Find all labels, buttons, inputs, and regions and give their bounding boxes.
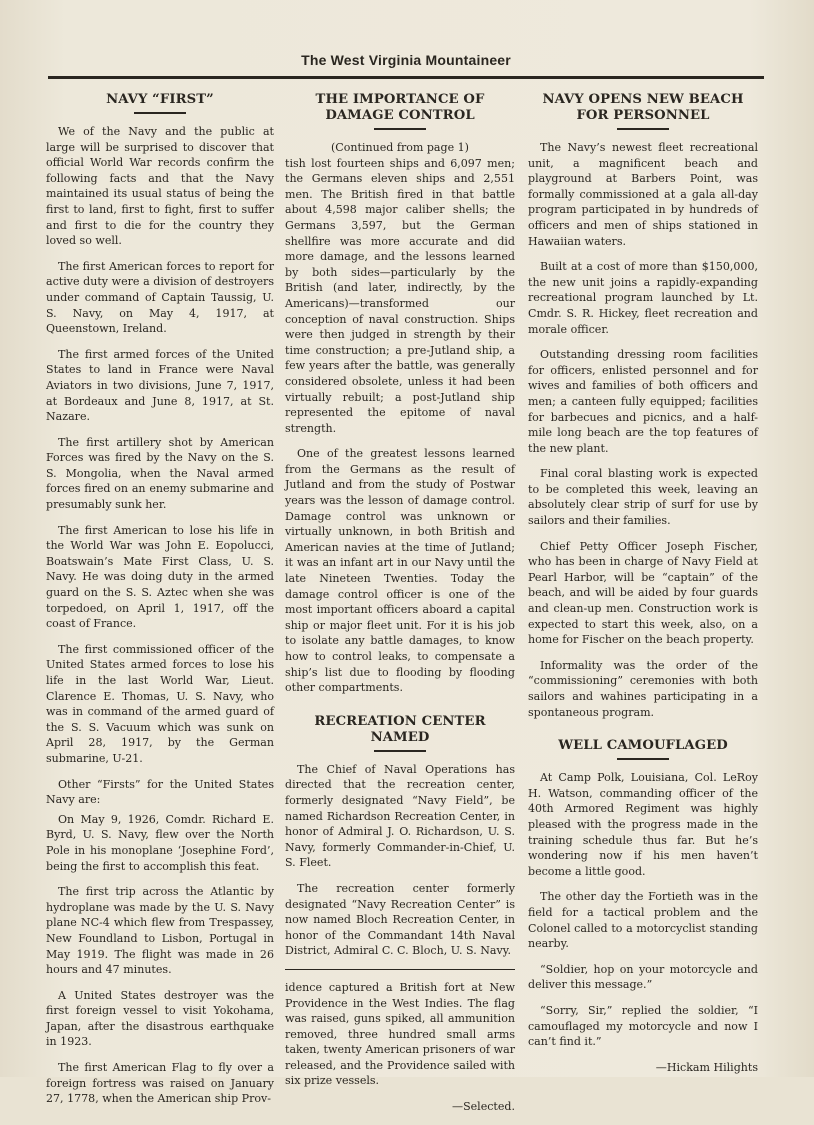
paragraph: The first armed forces of the United States to land in France were Naval Aviators in two divisions, June 7, 1917, at Bordeaux and June 8, 1917, at St. Nazare.: [46, 347, 274, 424]
column-divider: [285, 969, 515, 970]
paragraph: The first commissioned officer of the United States armed forces to lose his life in the last World War, Lieut. Clarence E. Thomas, U. S. Navy, who was in command of the armed guard of the S. S. Vacuum which was sunk on April 28, 1917, by the German submarine, U-21.: [46, 642, 274, 765]
article-heading: NAVY “FIRST”: [106, 92, 214, 107]
column-navy-first: [46, 92, 274, 1117]
heading-rule: [374, 128, 426, 130]
paragraph: The first American to lose his life in the World War was John E. Eopolucci, Boatswain’s Mate First Class, U. S. Navy. He was doing duty in the armed guard on the S. S. Aztec when she was torpedoed, on April 1, 1917, off the coast of France.: [46, 523, 274, 631]
heading-rule: [617, 128, 669, 130]
paragraph: We of the Navy and the public at large will be surprised to discover that official World War records confirm the following facts and that the Navy maintained its usual status of being the first to land, first to fight, first to suffer and first to die for the country they loved so well.: [46, 125, 274, 248]
continuation-paragraph: idence captured a British fort at New Providence in the West Indies. The flag was raised, guns spiked, all ammunition removed, three hundred small arms taken, twenty American prisoners of war released, and the Providence sailed with six prize vessels.: [285, 980, 515, 1088]
paragraph: Chief Petty Officer Joseph Fischer, who has been in charge of Navy Field at Pearl Harbor, will be “captain” of the beach, and will be aided by four guards and clean-up men. Construction work is expected to start this week, also, on a home for Fischer on the beach property.: [528, 539, 758, 647]
heading-rule: [617, 758, 669, 760]
paragraph: The recreation center formerly designated “Navy Recreation Center” is now named Bloch Recreation Center, in honor of the Commandant 14th Naval District, Admiral C. C. Bloch, U. S. Navy.: [285, 881, 515, 958]
continued-note: (Continued from page 1): [331, 141, 469, 154]
masthead: [48, 50, 764, 79]
heading-rule: [374, 750, 426, 752]
paragraph: Built at a cost of more than $150,000, the new unit joins a rapidly-expanding recreational program launched by Lt. Cmdr. S. R. Hickey, fleet recreation and morale officer.: [528, 260, 758, 336]
heading-rule: [134, 112, 186, 114]
paragraph: tish lost fourteen ships and 6,097 men; the Germans eleven ships and 2,551 men. The British fired in that battle about 4,598 major caliber shells; the Germans 3,597, but the German shellfire was more accurate and did more damage, and the lessons learned by both sides—particularly by the British (and later, indirectly, by the Americans)—transformed our conception of naval construction. Ships were then judged in strength by their time construction; a pre-Jutland ship, a few years after the battle, was generally considered obsolete, unless it had been virtually rebuilt; a post-Jutland ship represented the epitome of naval strength.: [285, 156, 515, 435]
paragraph: The other day the Fortieth was in the field for a tactical problem and the Colonel called to a motorcyclist standing nearby.: [528, 890, 758, 951]
paragraph: The first artillery shot by American Forces was fired by the Navy on the S. S. Mongolia, when the Naval armed forces fired on an enemy submarine and presumably sunk her.: [46, 435, 274, 512]
paragraph: At Camp Polk, Louisiana, Col. LeRoy H. Watson, commanding officer of the 40th Armored Regiment was highly pleased with the progress made in the training schedule thus far. But he’s wondering now if his men haven’t become a little good.: [528, 771, 758, 878]
paragraph: A United States destroyer was the first foreign vessel to visit Yokohama, Japan, after the disastrous earthquake in 1923.: [46, 988, 274, 1049]
paragraph: The first trip across the Atlantic by hydroplane was made by the U. S. Navy plane NC-4 which flew from Trespassey, New Foundland to Lisbon, Portugal in May 1919. The flight was made in 26 hours and 47 minutes.: [46, 885, 274, 977]
paragraph: Other “Firsts” for the United States Navy are:: [46, 777, 274, 807]
paragraph: Final coral blasting work is expected to be completed this week, leaving an absolutely clear strip of surf for use by sailors and their families.: [528, 467, 758, 528]
article-heading: NAVY OPENS NEW BEACH FOR PERSONNEL: [542, 92, 744, 123]
paragraph: One of the greatest lessons learned from the Germans as the result of Jutland and from the study of Postwar years was the lesson of damage control. Damage control was unknown or virtually unknown, in both British and American navies at the time of Jutland; it was an infant art in our Navy until the late Nineteen Twenties. Today the damage control officer is one of the most important officers aboard a capital ship or major fleet unit. For it is his job to isolate any battle damages, to know how to control leaks, to compensate a ship’s list due to flooding by flooding other compartments.: [285, 447, 515, 695]
signature: —Selected.: [452, 1100, 515, 1114]
column-new-beach: [528, 92, 758, 1085]
paragraph: On May 9, 1926, Comdr. Richard E. Byrd, U. S. Navy, flew over the North Pole in his monoplane ‘Josephine Ford’, being the first to accomplish this feat.: [46, 812, 274, 873]
signature: —Hickam Hilights: [655, 1060, 758, 1074]
paragraph: The first American forces to report for active duty were a division of destroyers under command of Captain Taussig, U. S. Navy, on May 4, 1917, at Queenstown, Ireland.: [46, 259, 274, 336]
paragraph: The Chief of Naval Operations has directed that the recreation center, formerly designated “Navy Field”, be named Richardson Recreation Center, in honor of Admiral J. O. Richardson, U. S. Navy, formerly Commander-in-Chief, U. S. Fleet.: [285, 762, 515, 870]
paragraph: Outstanding dressing room facilities for officers, enlisted personnel and for wives and families of both officers and men; a canteen fully equipped; facilities for barbecues and picnics, and a half-mile long beach are the top features of the new plant.: [528, 348, 758, 455]
article-heading: THE IMPORTANCE OF DAMAGE CONTROL: [315, 92, 485, 123]
paragraph: The Navy’s newest fleet recreational unit, a magnificent beach and playground at Barbers Point, was formally commissioned at a gala all-day program participated in by hundreds of officers and men of ships stationed in Hawaiian waters.: [528, 141, 758, 248]
masthead-title: The West Virginia Mountaineer: [301, 52, 511, 68]
paragraph: The first American Flag to fly over a foreign fortress was raised on January 27, 1778, when the American ship Prov-: [46, 1061, 274, 1106]
article-heading: WELL CAMOUFLAGED: [558, 738, 728, 754]
paragraph: “Sorry, Sir,” replied the soldier, “I camouflaged my motorcycle and now I can’t find it.”: [528, 1003, 758, 1049]
column-damage-control: [285, 92, 515, 1125]
article-heading: RECREATION CENTER NAMED: [314, 713, 486, 745]
paragraph: Informality was the order of the “commissioning” ceremonies with both sailors and wahines participating in a spontaneous program.: [528, 658, 758, 719]
paragraph: “Soldier, hop on your motorcycle and deliver this message.”: [528, 962, 758, 992]
